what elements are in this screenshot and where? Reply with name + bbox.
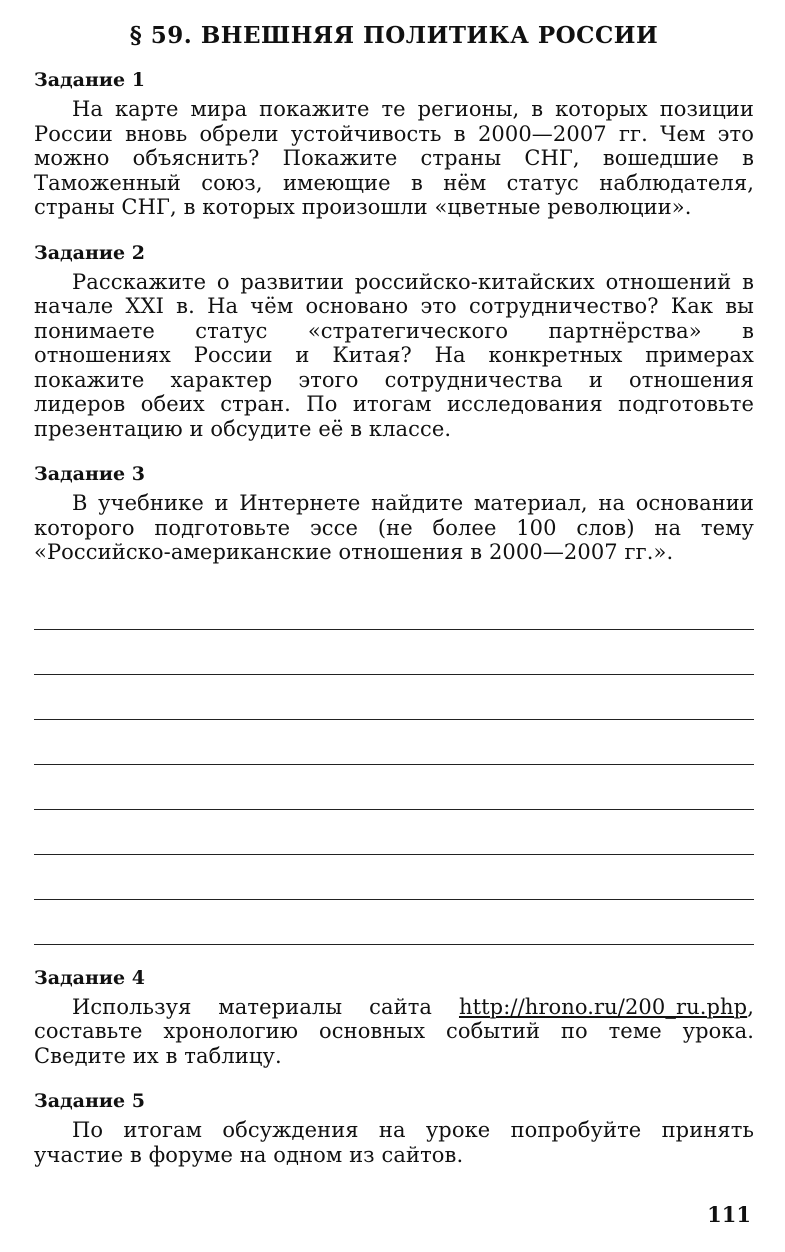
task-heading: Задание 3 <box>34 463 145 485</box>
writing-lines <box>34 585 754 945</box>
task-text: В учебнике и Интернете найдите материал, на основании которого подготовьте эссе (не более 100 слов) на тему «Российско-американские отношения в 2000—2007 гг.». <box>34 491 754 564</box>
task-text-after: , составьте хронологию основных событий по теме урока. Сведите их в таблицу. <box>34 994 754 1068</box>
writing-line[interactable] <box>34 675 754 720</box>
writing-line[interactable] <box>34 810 754 855</box>
task-text <box>34 995 754 1069</box>
writing-line[interactable] <box>34 855 754 900</box>
task-3 <box>34 463 754 565</box>
task-2 <box>34 242 754 442</box>
page-number: 111 <box>707 1202 751 1227</box>
writing-line[interactable] <box>34 720 754 765</box>
task-text: Расскажите о развитии российско-китайских отношений в начале XXI в. На чём основано это сотрудничество? Как вы понимаете статус «стратегического партнёрства» в отношениях России и Китая? На конкретных примерах покажите характер этого сотрудничества и отношения лидеров обеих стран. По итогам исследования подготовьте презентацию и обсудите её в классе. <box>34 269 754 441</box>
page-title: § 59. ВНЕШНЯЯ ПОЛИТИКА РОССИИ <box>129 22 659 49</box>
site-link[interactable]: http://hrono.ru/200_ru.php <box>458 994 748 1019</box>
writing-line[interactable] <box>34 630 754 675</box>
task-text: На карте мира покажите те регионы, в которых позиции России вновь обрели устойчивость в 2000—2007 гг. Чем это можно объяснить? Покажите страны СНГ, вошедшие в Таможенный союз, имеющие в нём статус наблюдателя, страны СНГ, в которых произошли «цветные революции». <box>34 97 754 219</box>
writing-line[interactable] <box>34 765 754 810</box>
task-heading: Задание 2 <box>34 241 145 264</box>
task-heading: Задание 4 <box>34 966 145 989</box>
task-text-before: Используя материалы сайта <box>72 994 459 1019</box>
task-4 <box>34 967 754 1069</box>
task-heading: Задание 1 <box>34 69 145 91</box>
task-heading: Задание 5 <box>34 1090 145 1112</box>
task-5 <box>34 1090 754 1167</box>
writing-line[interactable] <box>34 585 754 630</box>
writing-line[interactable] <box>34 900 754 945</box>
task-text: По итогам обсуждения на уроке попробуйте принять участие в форуме на одном из сайтов. <box>34 1118 754 1167</box>
workbook-page <box>34 22 754 1189</box>
task-1 <box>34 69 754 220</box>
